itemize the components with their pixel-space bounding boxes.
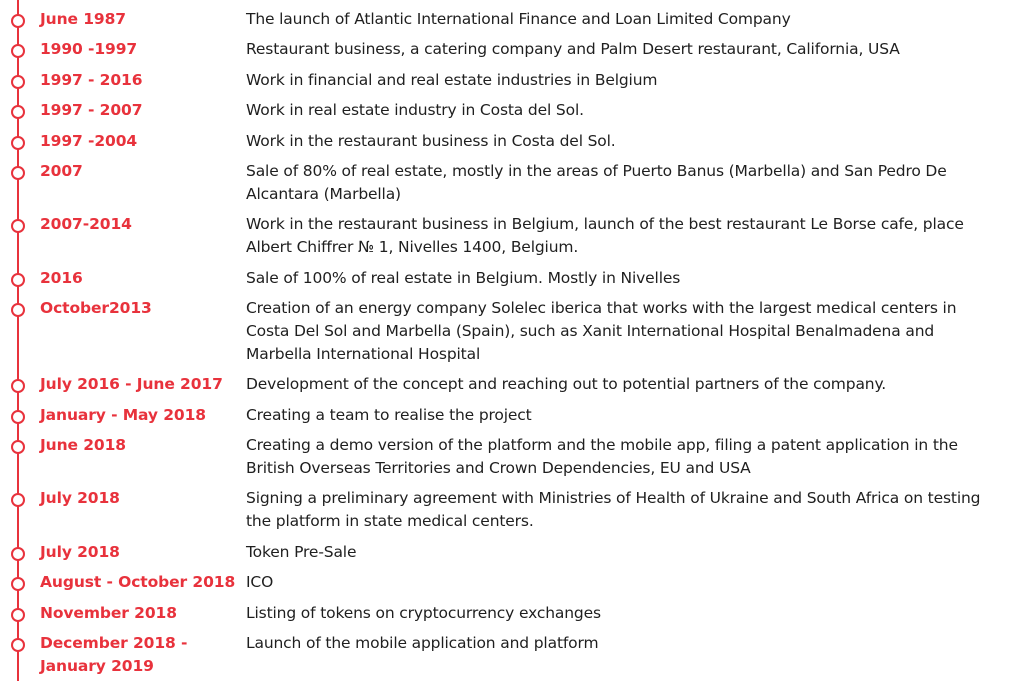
timeline-tick — [17, 485, 19, 491]
timeline-tick — [17, 97, 19, 103]
timeline-date: 1990 -1997 — [40, 40, 138, 58]
timeline-description: The launch of Atlantic International Finance and Loan Limited Company — [246, 10, 791, 28]
timeline-date: 2007-2014 — [40, 215, 132, 233]
timeline-node-icon — [11, 608, 25, 622]
timeline-date: 1997 -2004 — [40, 132, 138, 150]
timeline-tick — [17, 630, 19, 636]
timeline-description: Creating a demo version of the platform and the mobile app, filing a patent application in the British Overseas Territories and Crown Dependencies, EU and USA — [246, 436, 958, 477]
timeline-date: August - October 2018 — [40, 573, 236, 591]
timeline-tick — [17, 36, 19, 42]
timeline-tick — [17, 265, 19, 271]
timeline-description: Work in real estate industry in Costa del Sol. — [246, 101, 584, 119]
timeline-node-icon — [11, 166, 25, 180]
timeline-date: January - May 2018 — [40, 406, 206, 424]
timeline-date: 1997 - 2016 — [40, 71, 143, 89]
timeline-date: 1997 - 2007 — [40, 101, 143, 119]
timeline-node-icon — [11, 219, 25, 233]
timeline-date: July 2016 - June 2017 — [40, 375, 223, 393]
timeline-node-icon — [11, 410, 25, 424]
timeline-tick — [17, 402, 19, 408]
timeline-description: Signing a preliminary agreement with Ministries of Health of Ukraine and South Africa on testing the platform in state medical centers. — [246, 489, 981, 530]
timeline-date: June 2018 — [40, 436, 126, 454]
timeline-description: Restaurant business, a catering company and Palm Desert restaurant, California, USA — [246, 40, 900, 58]
timeline-node-icon — [11, 75, 25, 89]
timeline-tick — [17, 211, 19, 217]
timeline-tick — [17, 539, 19, 545]
timeline-date: November 2018 — [40, 604, 177, 622]
timeline-tick — [17, 158, 19, 164]
timeline-description: Token Pre-Sale — [246, 543, 357, 561]
timeline-tick — [17, 600, 19, 606]
timeline-node-icon — [11, 547, 25, 561]
timeline-description: ICO — [246, 573, 274, 591]
timeline-description: Listing of tokens on cryptocurrency exchanges — [246, 604, 601, 622]
timeline-node-icon — [11, 14, 25, 28]
timeline-description: Sale of 80% of real estate, mostly in the areas of Puerto Banus (Marbella) and San Pedro De Alcantara (Marbella) — [246, 162, 947, 203]
timeline-node-icon — [11, 440, 25, 454]
timeline-tick — [17, 6, 19, 12]
timeline-description: Creating a team to realise the project — [246, 406, 532, 424]
timeline-date: 2016 — [40, 269, 83, 287]
timeline-node-icon — [11, 493, 25, 507]
timeline-description: Work in the restaurant business in Belgium, launch of the best restaurant Le Borse cafe, place Albert Chiffrer № 1, Nivelles 1400, Belgium. — [246, 215, 964, 256]
timeline-tick — [17, 295, 19, 301]
timeline-tick — [17, 371, 19, 377]
timeline-tick — [17, 67, 19, 73]
timeline-tick — [17, 432, 19, 438]
timeline-description: Development of the concept and reaching out to potential partners of the company. — [246, 375, 887, 393]
timeline-node-icon — [11, 379, 25, 393]
timeline-date: July 2018 — [40, 489, 120, 507]
timeline-node-icon — [11, 577, 25, 591]
timeline-date: July 2018 — [40, 543, 120, 561]
timeline-node-icon — [11, 44, 25, 58]
timeline-tick — [17, 128, 19, 134]
timeline-node-icon — [11, 273, 25, 287]
timeline-date: October2013 — [40, 299, 152, 317]
timeline-description: Work in the restaurant business in Costa del Sol. — [246, 132, 616, 150]
timeline-node-icon — [11, 105, 25, 119]
timeline-description: Work in financial and real estate industries in Belgium — [246, 71, 658, 89]
timeline-date: December 2018 - January 2019 — [40, 634, 188, 675]
timeline-date: June 1987 — [40, 10, 126, 28]
timeline-node-icon — [11, 136, 25, 150]
timeline-description: Launch of the mobile application and platform — [246, 634, 599, 652]
timeline-description: Sale of 100% of real estate in Belgium. Mostly in Nivelles — [246, 269, 681, 287]
timeline-date: 2007 — [40, 162, 83, 180]
timeline-node-icon — [11, 303, 25, 317]
timeline-tick — [17, 569, 19, 575]
timeline-description: Creation of an energy company Solelec iberica that works with the largest medical centers in Costa Del Sol and Marbella (Spain), such as Xanit International Hospital Benalmadena and Marbella International Hospital — [246, 299, 957, 363]
timeline-node-icon — [11, 638, 25, 652]
